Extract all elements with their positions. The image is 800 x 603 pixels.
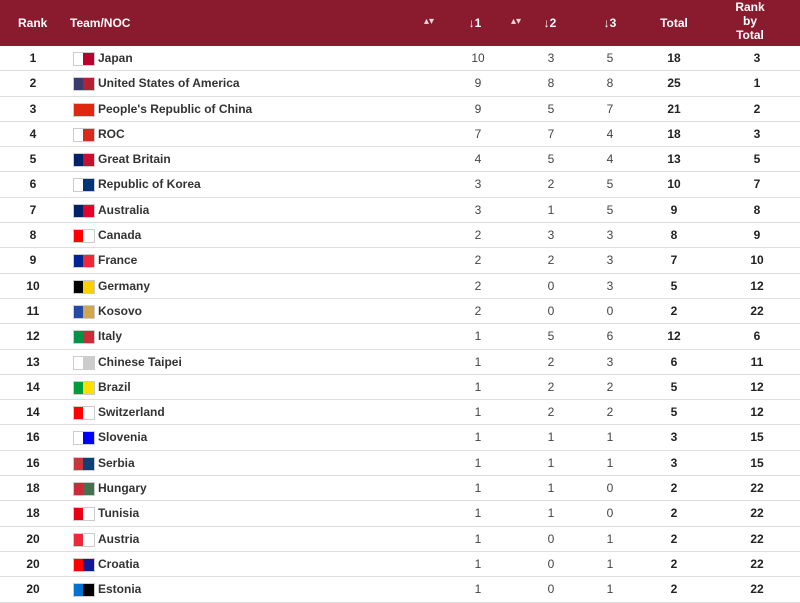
flag-icon <box>73 330 95 344</box>
flag-icon <box>73 533 95 547</box>
rank-cell: 14 <box>26 379 40 394</box>
bronze-count: 4 <box>606 126 614 141</box>
total-count: 21 <box>667 101 681 116</box>
total-count: 18 <box>667 126 681 141</box>
rank-cell: 18 <box>26 481 40 496</box>
rank-cell: 5 <box>29 152 37 167</box>
total-count: 5 <box>670 278 678 293</box>
bronze-count: 1 <box>606 455 614 470</box>
gold-count: 1 <box>474 455 482 470</box>
total-count: 2 <box>670 506 678 521</box>
total-count: 7 <box>670 253 678 268</box>
table-row[interactable] <box>0 400 800 425</box>
team-name[interactable]: France <box>98 253 138 268</box>
rank-cell: 20 <box>26 582 40 597</box>
silver-count: 0 <box>547 531 555 546</box>
bronze-count: 3 <box>606 253 614 268</box>
total-count: 3 <box>670 455 678 470</box>
gold-count: 10 <box>471 51 485 65</box>
total-count: 3 <box>670 430 678 445</box>
table-row[interactable] <box>0 527 800 552</box>
sort-icon[interactable]: ▴▾ <box>424 16 435 27</box>
rank-cell: 20 <box>26 556 40 571</box>
header-rank[interactable]: Rank <box>18 16 48 30</box>
bronze-count: 7 <box>606 101 614 116</box>
team-name[interactable]: Tunisia <box>98 506 140 521</box>
team-name[interactable]: Switzerland <box>98 405 165 420</box>
gold-count: 9 <box>474 76 482 91</box>
silver-count: 0 <box>547 556 555 571</box>
bronze-count: 6 <box>606 329 614 344</box>
flag-icon <box>73 153 95 167</box>
flag-icon <box>73 381 95 395</box>
rank-by-total: 9 <box>753 228 761 243</box>
team-name[interactable]: Japan <box>98 51 133 65</box>
total-count: 2 <box>670 481 678 496</box>
team-name[interactable]: Austria <box>98 531 140 546</box>
rank-by-total: 22 <box>750 556 764 571</box>
gold-count: 2 <box>474 228 482 243</box>
table-row[interactable] <box>0 451 800 476</box>
rank-by-total: 7 <box>753 177 761 192</box>
bronze-count: 1 <box>606 582 614 597</box>
flag-icon <box>73 254 95 268</box>
rank-by-total: 10 <box>750 253 764 268</box>
silver-count: 5 <box>547 329 555 344</box>
rank-cell: 1 <box>29 51 37 65</box>
silver-count: 2 <box>547 253 555 268</box>
table-row[interactable] <box>0 248 800 273</box>
table-row[interactable] <box>0 324 800 349</box>
bronze-count: 0 <box>606 506 614 521</box>
rank-cell: 6 <box>29 177 37 192</box>
table-row[interactable] <box>0 71 800 96</box>
silver-count: 1 <box>547 481 555 496</box>
bronze-count: 3 <box>606 278 614 293</box>
total-count: 9 <box>670 202 678 217</box>
table-row[interactable] <box>0 223 800 248</box>
rank-cell: 8 <box>29 228 37 243</box>
bronze-count: 1 <box>606 430 614 445</box>
gold-count: 1 <box>474 405 482 420</box>
team-name[interactable]: Estonia <box>98 582 142 597</box>
bronze-count: 1 <box>606 556 614 571</box>
total-count: 5 <box>670 379 678 394</box>
rank-cell: 7 <box>29 202 37 217</box>
rank-by-total: 12 <box>750 278 764 293</box>
medal-table-header <box>0 0 800 46</box>
flag-icon <box>73 103 95 117</box>
rank-cell: 2 <box>29 76 37 91</box>
silver-count: 2 <box>547 177 555 192</box>
silver-count: 2 <box>547 379 555 394</box>
flag-icon <box>73 507 95 521</box>
table-row[interactable] <box>0 350 800 375</box>
silver-count: 5 <box>547 101 555 116</box>
team-name[interactable]: Brazil <box>98 379 131 394</box>
rank-by-total: 12 <box>750 379 764 394</box>
rank-by-total: 15 <box>750 455 764 470</box>
flag-icon <box>73 305 95 319</box>
gold-count: 1 <box>474 531 482 546</box>
table-row[interactable] <box>0 198 800 223</box>
rank-cell: 4 <box>29 126 37 141</box>
team-name[interactable]: Italy <box>98 329 123 344</box>
gold-count: 2 <box>474 278 482 293</box>
flag-icon <box>73 77 95 91</box>
total-count: 5 <box>670 405 678 420</box>
header-team[interactable]: Team/NOC <box>70 16 131 30</box>
flag-icon <box>73 280 95 294</box>
silver-count: 2 <box>547 354 555 369</box>
total-count: 6 <box>670 354 678 369</box>
rank-cell: 3 <box>29 101 37 116</box>
rank-cell: 9 <box>29 253 37 268</box>
total-count: 2 <box>670 556 678 571</box>
rank-cell: 16 <box>26 430 40 445</box>
bronze-count: 0 <box>606 303 614 318</box>
gold-count: 7 <box>474 126 482 141</box>
rank-cell: 16 <box>26 455 40 470</box>
silver-count: 1 <box>547 430 555 445</box>
gold-count: 4 <box>474 152 482 167</box>
table-row[interactable] <box>0 425 800 450</box>
total-count: 2 <box>670 303 678 318</box>
team-name[interactable]: Kosovo <box>98 303 143 318</box>
rank-by-total: 22 <box>750 531 764 546</box>
team-name[interactable]: Hungary <box>98 481 147 496</box>
rank-by-total: 6 <box>753 329 761 344</box>
rank-cell: 18 <box>26 506 40 521</box>
table-row[interactable] <box>0 46 800 71</box>
team-name[interactable]: Serbia <box>98 455 135 470</box>
table-row[interactable] <box>0 122 800 147</box>
rank-cell: 12 <box>26 329 40 344</box>
team-name[interactable]: People's Republic of China <box>98 101 253 116</box>
rank-cell: 13 <box>26 354 40 369</box>
total-count: 2 <box>670 582 678 597</box>
bronze-count: 1 <box>606 531 614 546</box>
table-row[interactable] <box>0 274 800 299</box>
silver-count: 0 <box>547 303 555 318</box>
gold-count: 1 <box>474 556 482 571</box>
rank-by-total: 12 <box>750 405 764 420</box>
team-name[interactable]: Germany <box>98 278 151 293</box>
gold-count: 1 <box>474 506 482 521</box>
rank-by-total: 22 <box>750 303 764 318</box>
total-count: 8 <box>670 228 678 243</box>
table-row[interactable] <box>0 577 800 602</box>
gold-count: 3 <box>474 202 482 217</box>
header-gold[interactable]: ↓1 <box>468 16 482 30</box>
flag-icon <box>73 583 95 597</box>
team-name[interactable]: Great Britain <box>98 152 171 167</box>
bronze-count: 2 <box>606 379 614 394</box>
table-row[interactable] <box>0 147 800 172</box>
rank-by-total: 3 <box>753 51 761 65</box>
rank-by-total: 8 <box>753 202 761 217</box>
flag-icon <box>73 356 95 370</box>
rank-by-total: 2 <box>753 101 761 116</box>
team-name[interactable]: United States of America <box>98 76 240 91</box>
bronze-count: 5 <box>606 51 614 65</box>
table-row[interactable] <box>0 552 800 577</box>
team-name[interactable]: Croatia <box>98 556 140 571</box>
total-count: 12 <box>667 329 681 344</box>
team-name[interactable]: Chinese Taipei <box>98 354 182 369</box>
flag-icon <box>73 457 95 471</box>
silver-count: 8 <box>547 76 555 91</box>
team-name[interactable]: Australia <box>98 202 150 217</box>
flag-icon <box>73 204 95 218</box>
rank-by-total: 15 <box>750 430 764 445</box>
team-name[interactable]: ROC <box>98 126 125 141</box>
silver-count: 1 <box>547 202 555 217</box>
gold-count: 1 <box>474 481 482 496</box>
table-row[interactable] <box>0 299 800 324</box>
silver-count: 0 <box>547 582 555 597</box>
table-row[interactable] <box>0 375 800 400</box>
rank-by-total: 22 <box>750 582 764 597</box>
silver-count: 0 <box>547 278 555 293</box>
gold-count: 1 <box>474 430 482 445</box>
table-row[interactable] <box>0 476 800 501</box>
team-name[interactable]: Republic of Korea <box>98 177 201 192</box>
rank-cell: 10 <box>26 278 40 293</box>
gold-count: 2 <box>474 303 482 318</box>
table-row[interactable] <box>0 172 800 197</box>
flag-icon <box>73 128 95 142</box>
rank-by-total: 1 <box>753 76 761 91</box>
bronze-count: 3 <box>606 228 614 243</box>
table-row[interactable] <box>0 97 800 122</box>
silver-count: 7 <box>547 126 555 141</box>
bronze-count: 0 <box>606 481 614 496</box>
rank-by-total: 11 <box>750 354 764 369</box>
silver-count: 1 <box>547 455 555 470</box>
total-count: 13 <box>667 152 681 167</box>
flag-icon <box>73 558 95 572</box>
medal-table-body <box>0 46 800 603</box>
bronze-count: 5 <box>606 202 614 217</box>
rank-by-total: 22 <box>750 481 764 496</box>
total-count: 25 <box>667 76 681 91</box>
header-silver[interactable]: ↓2 <box>543 16 557 30</box>
silver-count: 3 <box>547 228 555 243</box>
flag-icon <box>73 229 95 243</box>
gold-count: 9 <box>474 101 482 116</box>
sort-icon[interactable]: ▴▾ <box>511 16 522 27</box>
flag-icon <box>73 178 95 192</box>
bronze-count: 4 <box>606 152 614 167</box>
gold-count: 2 <box>474 253 482 268</box>
bronze-count: 2 <box>606 405 614 420</box>
rank-cell: 14 <box>26 405 40 420</box>
header-total[interactable]: Total <box>660 16 688 30</box>
rank-by-total: 5 <box>753 152 761 167</box>
flag-icon <box>73 431 95 445</box>
bronze-count: 8 <box>606 76 614 91</box>
table-row[interactable] <box>0 501 800 526</box>
gold-count: 3 <box>474 177 482 192</box>
header-rank-by-total[interactable]: Rank by Total <box>735 0 765 42</box>
rank-by-total: 22 <box>750 506 764 521</box>
gold-count: 1 <box>474 329 482 344</box>
gold-count: 1 <box>474 354 482 369</box>
silver-count: 5 <box>547 152 555 167</box>
flag-icon <box>73 406 95 420</box>
team-name[interactable]: Canada <box>98 228 142 243</box>
silver-count: 3 <box>547 51 555 65</box>
total-count: 10 <box>667 177 681 192</box>
total-count: 2 <box>670 531 678 546</box>
total-count: 18 <box>667 51 681 65</box>
gold-count: 1 <box>474 582 482 597</box>
bronze-count: 3 <box>606 354 614 369</box>
rank-by-total: 3 <box>753 126 761 141</box>
header-bronze[interactable]: ↓3 <box>603 16 617 30</box>
bronze-count: 5 <box>606 177 614 192</box>
team-name[interactable]: Slovenia <box>98 430 148 445</box>
rank-cell: 11 <box>26 303 40 318</box>
gold-count: 1 <box>474 379 482 394</box>
rank-cell: 20 <box>26 531 40 546</box>
silver-count: 1 <box>547 506 555 521</box>
flag-icon <box>73 52 95 66</box>
silver-count: 2 <box>547 405 555 420</box>
flag-icon <box>73 482 95 496</box>
